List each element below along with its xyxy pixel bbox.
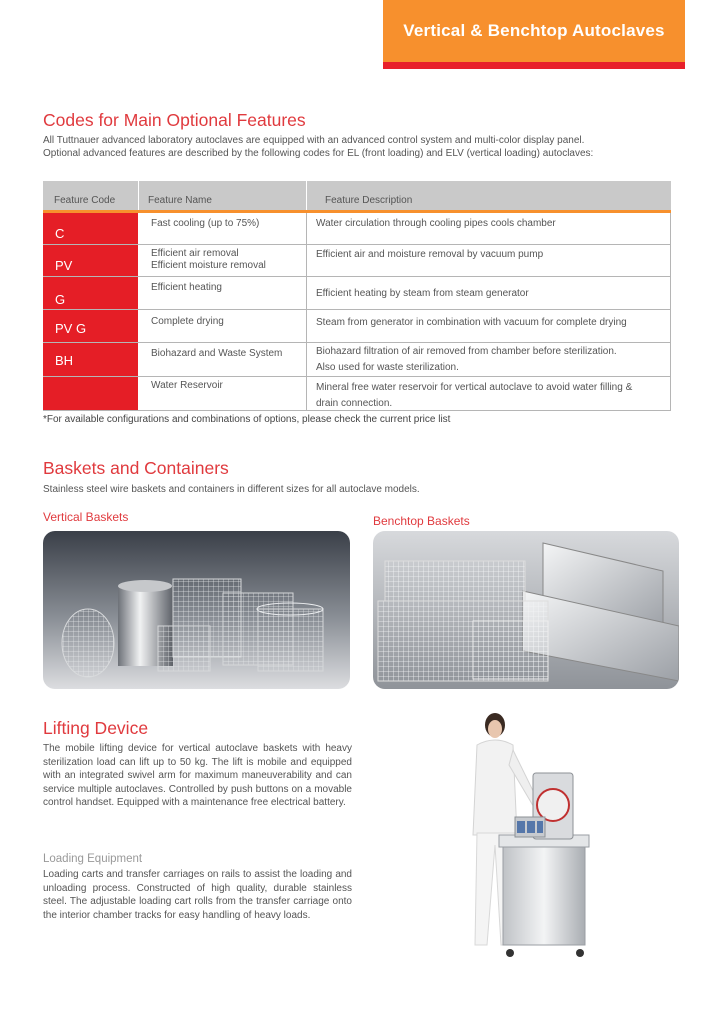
table-row xyxy=(43,277,671,310)
feature-description: Efficient air and moisture removal by vacuum pump xyxy=(316,249,544,260)
feature-code-cell: BH xyxy=(43,343,138,376)
feature-name: Biohazard and Waste System xyxy=(151,348,283,359)
features-table xyxy=(43,181,671,411)
feature-name: Efficient air removal Efficient moisture removal xyxy=(151,248,266,271)
column-header-code: Feature Code xyxy=(54,195,116,206)
benchtop-baskets-label: Benchtop Baskets xyxy=(373,514,470,528)
feature-description: Water circulation through cooling pipes cools chamber xyxy=(316,218,556,229)
feature-code-cell xyxy=(43,377,138,410)
feature-code-cell: C xyxy=(43,213,138,244)
header-underline xyxy=(383,62,685,69)
features-intro-1: All Tuttnauer advanced laboratory autoclaves are equipped with an advanced control system and multi-color display panel. xyxy=(43,135,585,146)
table-row xyxy=(43,213,671,245)
benchtop-baskets-photo xyxy=(373,531,679,689)
feature-code-cell: G xyxy=(43,277,138,309)
column-header-description: Feature Description xyxy=(325,195,413,206)
feature-code-cell: PV G xyxy=(43,310,138,342)
feature-name: Water Reservoir xyxy=(151,380,223,391)
baskets-intro: Stainless steel wire baskets and containers in different sizes for all autoclave models. xyxy=(43,484,420,495)
table-row xyxy=(43,245,671,277)
table-row xyxy=(43,377,671,411)
lifting-title: Lifting Device xyxy=(43,718,149,738)
features-title: Codes for Main Optional Features xyxy=(43,110,306,130)
feature-description: Efficient heating by steam from steam generator xyxy=(316,288,529,299)
lifting-description: The mobile lifting device for vertical autoclave baskets with heavy sterilization load can lift up to 50 kg. The lift is mobile and equipped with an integrated swivel arm for maximum maneuverability and can service multiple autoclaves. Controlled by push buttons on a movable control handset. Equipped with a maintenance free electrical battery. xyxy=(43,743,352,808)
feature-name: Complete drying xyxy=(151,316,224,327)
features-footnote: *For available configurations and combinations of options, please check the current price list xyxy=(43,414,451,425)
feature-description: Mineral free water reservoir for vertical autoclave to avoid water filling & drain connection. xyxy=(316,382,633,409)
table-row xyxy=(43,343,671,377)
feature-name: Efficient heating xyxy=(151,282,222,293)
baskets-title: Baskets and Containers xyxy=(43,458,229,478)
loading-equipment-description: Loading carts and transfer carriages on rails to assist the loading and unloading process. Constructed of high quality, durable stainless steel. The adjustable loading cart rolls from the transfer carriage onto the interior chamber tracks for easy handling of heavy loads. xyxy=(43,869,352,921)
table-row xyxy=(43,310,671,343)
feature-description: Steam from generator in combination with vacuum for complete drying xyxy=(316,317,627,328)
loading-equipment-title: Loading Equipment xyxy=(43,853,143,865)
feature-name: Fast cooling (up to 75%) xyxy=(151,218,260,229)
autoclave-operator-photo xyxy=(455,705,595,967)
header-title: Vertical & Benchtop Autoclaves xyxy=(403,21,665,40)
vertical-baskets-label: Vertical Baskets xyxy=(43,510,129,524)
vertical-baskets-photo xyxy=(43,531,350,689)
feature-code-cell: PV xyxy=(43,245,138,276)
feature-description: Biohazard filtration of air removed from chamber before sterilization. Also used for waste sterilization. xyxy=(316,346,617,373)
table-header xyxy=(43,181,671,213)
column-header-name: Feature Name xyxy=(148,195,212,206)
header-banner xyxy=(383,0,685,62)
features-intro-2: Optional advanced features are described by the following codes for EL (front loading) and ELV (vertical loading) autoclaves: xyxy=(43,148,594,159)
